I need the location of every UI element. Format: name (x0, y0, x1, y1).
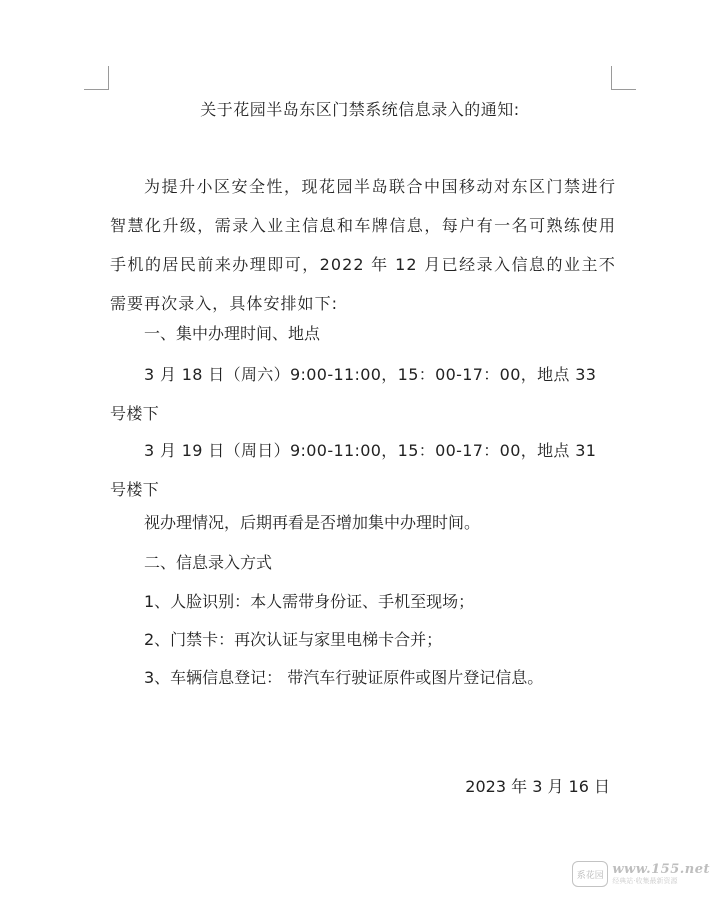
watermark-text-block (612, 863, 710, 885)
site-watermark (572, 861, 710, 887)
method-item-3: 3、车辆信息登记： 带汽车行驶证原件或图片登记信息。 (144, 668, 544, 687)
watermark-tagline: 经典站·收集最新资源 (612, 877, 678, 885)
followup-note: 视办理情况，后期再看是否增加集中办理时间。 (144, 513, 481, 532)
schedule-item-2: 3 月 19 日（周日）9:00-11:00，15：00-17：00，地点 31 号楼下 (110, 441, 597, 499)
schedule-item-1: 3 月 18 日（周六）9:00-11:00，15：00-17：00，地点 33 号楼下 (110, 365, 597, 423)
crop-mark-top-left-vertical (108, 66, 109, 90)
section2-heading: 二、信息录入方式 (144, 553, 273, 572)
watermark-logo: 系花园 (572, 861, 608, 887)
crop-mark-top-left-horizontal (84, 89, 109, 90)
crop-mark-top-right-vertical (611, 66, 612, 90)
notice-title: 关于花园半岛东区门禁系统信息录入的通知: (200, 100, 520, 119)
watermark-site: www.155.net (612, 862, 710, 877)
method-item-1: 1、人脸识别：本人需带身份证、手机至现场； (144, 592, 475, 611)
method-item-2: 2、门禁卡：再次认证与家里电梯卡合并； (144, 630, 443, 649)
notice-date: 2023 年 3 月 16 日 (465, 777, 610, 796)
crop-mark-top-right-horizontal (611, 89, 636, 90)
section1-heading: 一、集中办理时间、地点 (144, 324, 321, 343)
intro-paragraph: 为提升小区安全性，现花园半岛联合中国移动对东区门禁进行智慧化升级，需录入业主信息和车牌信息，每户有一名可熟练使用手机的居民前来办理即可，2022 年 12 月已经录入信息的业主不需要再次录入，具体安排如下: (110, 177, 616, 313)
